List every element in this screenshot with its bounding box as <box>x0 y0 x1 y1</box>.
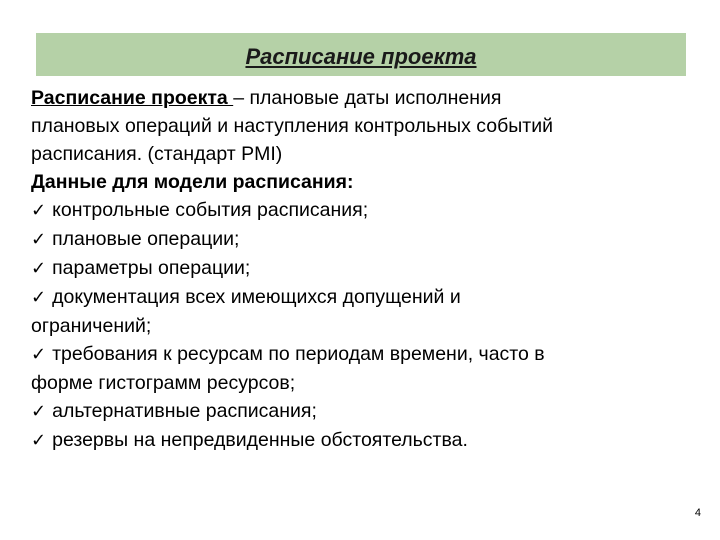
list-item-text: требования к ресурсам по периодам времени, часто в <box>52 343 545 365</box>
list-item-continuation: форме гистограмм ресурсов; <box>31 372 296 394</box>
list-item-text: документация всех имеющихся допущений и <box>52 286 461 308</box>
list-item-continuation: ограничений; <box>31 315 152 337</box>
slide-title-bar <box>36 33 686 76</box>
list-item-text: резервы на непредвиденные обстоятельства. <box>52 429 468 451</box>
definition-line-1 <box>31 84 691 112</box>
list-item <box>31 283 691 312</box>
checkmark-icon: ✓ <box>31 258 47 279</box>
checkmark-icon: ✓ <box>31 287 47 308</box>
section-heading: Данные для модели расписания: <box>31 171 354 193</box>
list-item <box>31 426 691 455</box>
checkmark-icon: ✓ <box>31 430 47 451</box>
checkmark-icon: ✓ <box>31 229 47 250</box>
definition-line-3: расписания. (стандарт PMI) <box>31 143 283 165</box>
slide-title: Расписание проекта <box>245 43 477 69</box>
list-item <box>31 397 691 426</box>
checkmark-icon: ✓ <box>31 344 47 365</box>
list-item <box>31 254 691 283</box>
list-item-text: параметры операции; <box>52 257 251 279</box>
definition-term: Расписание проекта <box>31 87 234 109</box>
list-item-text: альтернативные расписания; <box>52 400 317 422</box>
list-item <box>31 196 691 225</box>
list-item <box>31 225 691 254</box>
list-item <box>31 340 691 369</box>
checkmark-icon: ✓ <box>31 200 47 221</box>
list-item-text: плановые операции; <box>52 228 240 250</box>
definition-line-2: плановых операций и наступления контрольных событий <box>31 115 554 137</box>
slide-body <box>31 84 691 455</box>
list-item-text: контрольные события расписания; <box>52 199 369 221</box>
page-number: 4 <box>694 507 701 519</box>
checkmark-icon: ✓ <box>31 401 47 422</box>
definition-text: – плановые даты исполнения <box>233 87 502 109</box>
